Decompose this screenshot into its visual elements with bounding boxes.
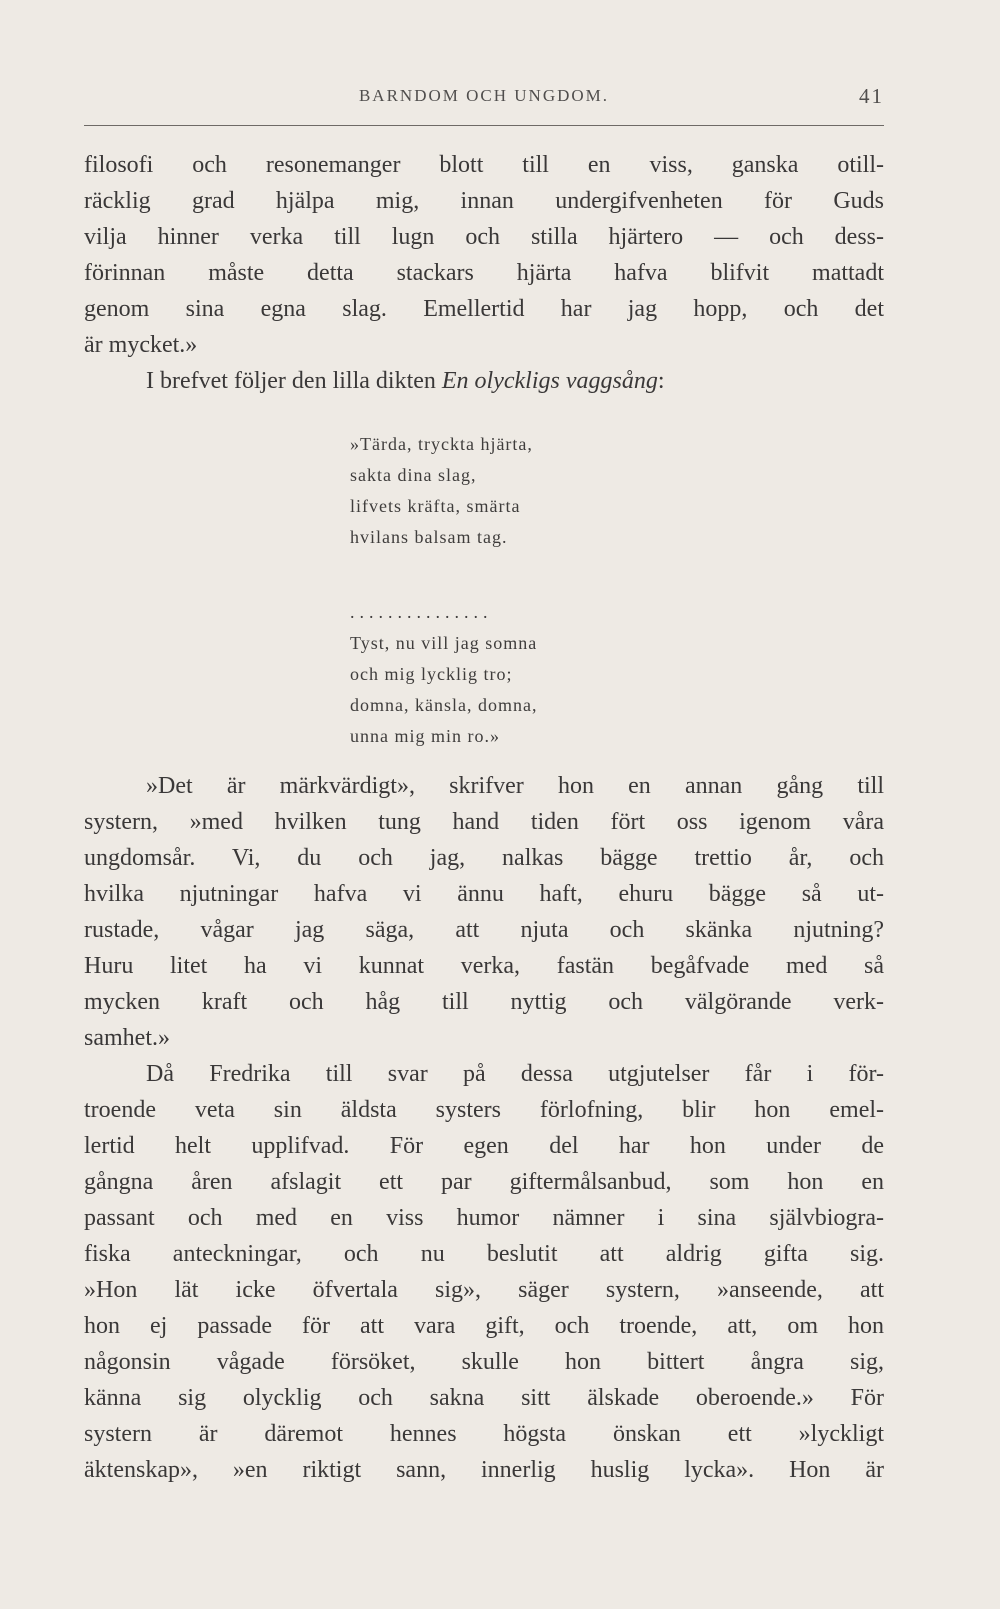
poem [350, 429, 650, 752]
paragraph-1 [84, 147, 884, 399]
text-line: är mycket.» [84, 332, 198, 358]
poem-stanza-1 [350, 429, 650, 553]
page-number: 41 [859, 84, 884, 108]
text-line: Huru litet ha vi kunnat verka, fastän begåfvade med så [84, 953, 884, 979]
text-line: förinnan måste detta stackars hjärta hafva blifvit mattadt [84, 260, 884, 286]
text-line: filosofi och resonemanger blott till en viss, ganska otill- [84, 152, 884, 178]
text-line: samhet.» [84, 1025, 170, 1051]
text-line: genom sina egna slag. Emellertid har jag hopp, och det [84, 296, 884, 322]
text-line: rustade, vågar jag säga, att njuta och skänka njutning? [84, 917, 884, 943]
text-line: ungdomsår. Vi, du och jag, nalkas bägge trettio år, och [84, 845, 884, 871]
text-line: passant och med en viss humor nämner i sina självbiogra- [84, 1205, 884, 1231]
intro-colon: : [657, 368, 665, 394]
text-line: hon ej passade för att vara gift, och troende, att, om hon [84, 1313, 884, 1339]
poem-line: hvilans balsam tag. [350, 527, 508, 547]
intro-text: I brefvet följer den lilla dikten [146, 368, 442, 394]
intro-line [84, 363, 884, 399]
poem-line: Tyst, nu vill jag somna [350, 633, 538, 653]
text-line: äktenskap», »en riktigt sann, innerlig huslig lycka». Hon är [84, 1457, 884, 1483]
text-line: »Det är märkvärdigt», skrifver hon en annan gång till [146, 773, 884, 799]
text-line: »Hon lät icke öfvertala sig», säger systern, »anseende, att [84, 1277, 884, 1303]
poem-ellipsis: ............... [350, 602, 493, 622]
poem-line: domna, känsla, domna, [350, 695, 538, 715]
poem-line: och mig lycklig tro; [350, 664, 513, 684]
header-rule [84, 125, 884, 126]
text-line: Då Fredrika till svar på dessa utgjutelser får i för- [146, 1061, 884, 1087]
text-line: någonsin vågade försöket, skulle hon bittert ångra sig, [84, 1349, 884, 1375]
poem-line: unna mig min ro.» [350, 726, 500, 746]
text-line: gångna åren afslagit ett par giftermålsanbud, som hon en [84, 1169, 884, 1195]
paragraph-2 [84, 768, 884, 1056]
text-line: mycken kraft och håg till nyttig och välgörande verk- [84, 989, 884, 1015]
running-title: BARNDOM OCH UNGDOM. [358, 86, 610, 105]
poem-line: sakta dina slag, [350, 465, 477, 485]
text-line: systern är däremot hennes högsta önskan ett »lyckligt [84, 1421, 884, 1447]
paragraph-3 [84, 1056, 884, 1488]
text-line: vilja hinner verka till lugn och stilla hjärtero — och dess- [84, 224, 884, 250]
text-line: känna sig olycklig och sakna sitt älskade oberoende.» För [84, 1385, 884, 1411]
poem-line: lifvets kräfta, smärta [350, 496, 521, 516]
poem-title: En olyckligs vaggsång [441, 368, 658, 394]
running-head [84, 86, 884, 116]
text-line: räcklig grad hjälpa mig, innan undergifvenheten för Guds [84, 188, 884, 214]
text-line: systern, »med hvilken tung hand tiden fört oss igenom våra [84, 809, 884, 835]
poem-stanza-2 [350, 628, 650, 752]
text-line: lertid helt upplifvad. För egen del har hon under de [84, 1133, 884, 1159]
poem-line: »Tärda, tryckta hjärta, [350, 434, 533, 454]
text-line: hvilka njutningar hafva vi ännu haft, ehuru bägge så ut- [84, 881, 884, 907]
text-line: troende veta sin äldsta systers förlofning, blir hon emel- [84, 1097, 884, 1123]
text-line: fiska anteckningar, och nu beslutit att aldrig gifta sig. [84, 1241, 884, 1267]
